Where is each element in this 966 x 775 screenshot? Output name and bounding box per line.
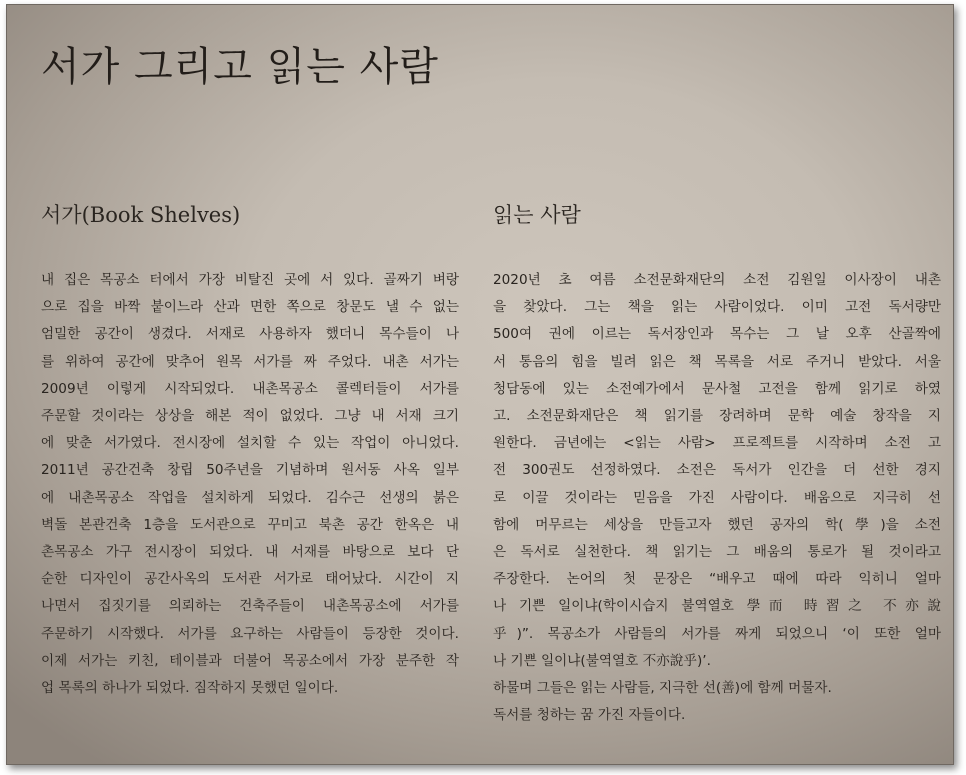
panel-title: 서가 그리고 읽는 사람 [41, 44, 439, 90]
body-text-line: 나면서 집짓기를 의뢰하는 건축주들이 내촌목공소에 서가를 [41, 598, 459, 615]
left-column-body [41, 267, 459, 702]
body-text-line: 서 통음의 힘을 빌려 읽은 책 목록을 서로 주거니 받았다. 서울 [493, 353, 941, 370]
left-column [41, 199, 459, 697]
left-column-heading: 서가(Book Shelves) [41, 203, 241, 227]
body-text-line: 를 위하여 공간에 맞추어 원목 서가를 짜 주었다. 내촌 서가는 [41, 353, 459, 370]
body-text-line: 로 이끌 것이라는 믿음을 가진 사람이다. 배움으로 지극히 선 [493, 489, 941, 506]
body-text-line: 2011년 공간건축 창립 50주년을 기념하며 원서동 사옥 일부 [41, 462, 459, 479]
body-text-line: 乎)”. 목공소가 사람들의 서가를 짜게 되었으니 ‘이 또한 얼마 [493, 625, 941, 642]
body-text-line: 에 맞춘 서가였다. 전시장에 설치할 수 있는 작업이 아니었다. [41, 435, 459, 452]
body-text-line: 고. 소전문화재단은 책 읽기를 장려하며 문학 예술 창작을 지 [493, 408, 941, 425]
body-text-line: 엄밀한 공간이 생겼다. 서재로 사용하자 했더니 목수들이 나 [41, 326, 459, 343]
body-text-line: 주문하기 시작했다. 서가를 요구하는 사람들이 등장한 것이다. [41, 625, 459, 642]
body-text-line: 을 찾았다. 그는 책을 읽는 사람이었다. 이미 고전 독서량만 [493, 299, 941, 316]
body-text-line: 독서를 청하는 꿈 가진 자들이다. [493, 707, 686, 724]
right-column-body [493, 267, 941, 729]
body-text-line: 벽돌 본관건축 1층을 도서관으로 꾸미고 북촌 공간 한옥은 내 [41, 516, 459, 533]
body-text-line: 나 기쁜 일이냐(불역열호 不亦說乎)’. [493, 652, 711, 669]
body-text-line: 함에 머무르는 세상을 만들고자 했던 공자의 학(學)을 소전 [493, 516, 941, 533]
body-text-line: 2009년 이렇게 시작되었다. 내촌목공소 콜렉터들이 서가를 [41, 380, 459, 397]
right-column-heading: 읽는 사람 [493, 203, 581, 227]
body-text-line: 나 기쁜 일이냐(학이시습지 불역열호 學而 時習之 不亦說 [493, 598, 941, 615]
body-text-line: 순한 디자인이 공간사옥의 도서관 서가로 태어났다. 시간이 지 [41, 571, 459, 588]
body-text-line: 청담동에 있는 소전예가에서 문사철 고전을 함께 읽기로 하였 [493, 380, 941, 397]
body-text-line: 촌목공소 가구 전시장이 되었다. 내 서재를 바탕으로 보다 단 [41, 544, 459, 561]
body-text-line: 전 300권도 선정하였다. 소전은 독서가 인간을 더 선한 경지 [493, 462, 941, 479]
body-text-line: 2020년 초 여름 소전문화재단의 소전 김원일 이사장이 내촌 [493, 272, 941, 288]
body-text-line: 500여 권에 이르는 독서장인과 목수는 그 날 오후 산골짝에 [493, 326, 941, 343]
body-text-line: 주문할 것이라는 상상을 해본 적이 없었다. 그냥 내 서재 크기 [41, 408, 459, 425]
body-text-line: 주장한다. 논어의 첫 문장은 “배우고 때에 따라 익히니 얼마 [493, 571, 941, 588]
body-text-line: 업 목록의 하나가 되었다. 짐작하지 못했던 일이다. [41, 680, 339, 697]
body-text-line: 내 집은 목공소 터에서 가장 비탈진 곳에 서 있다. 골짜기 벼랑 [41, 272, 459, 288]
body-text-line: 으로 집을 바짝 붙이느라 산과 면한 쪽으로 창문도 낼 수 없는 [41, 299, 459, 316]
exhibition-panel [6, 4, 954, 765]
body-text-line: 이제 서가는 키친, 테이블과 더불어 목공소에서 가장 분주한 작 [41, 652, 459, 669]
body-text-line: 원한다. 금년에는 <읽는 사람> 프로젝트를 시작하며 소전 고 [493, 435, 941, 452]
body-text-line: 에 내촌목공소 작업을 설치하게 되었다. 김수근 선생의 붉은 [41, 489, 459, 506]
body-text-line: 은 독서로 실천한다. 책 읽기는 그 배움의 통로가 될 것이라고 [493, 544, 941, 561]
right-column [493, 199, 941, 724]
body-text-line: 하물며 그들은 읽는 사람들, 지극한 선(善)에 함께 머물자. [493, 680, 832, 697]
